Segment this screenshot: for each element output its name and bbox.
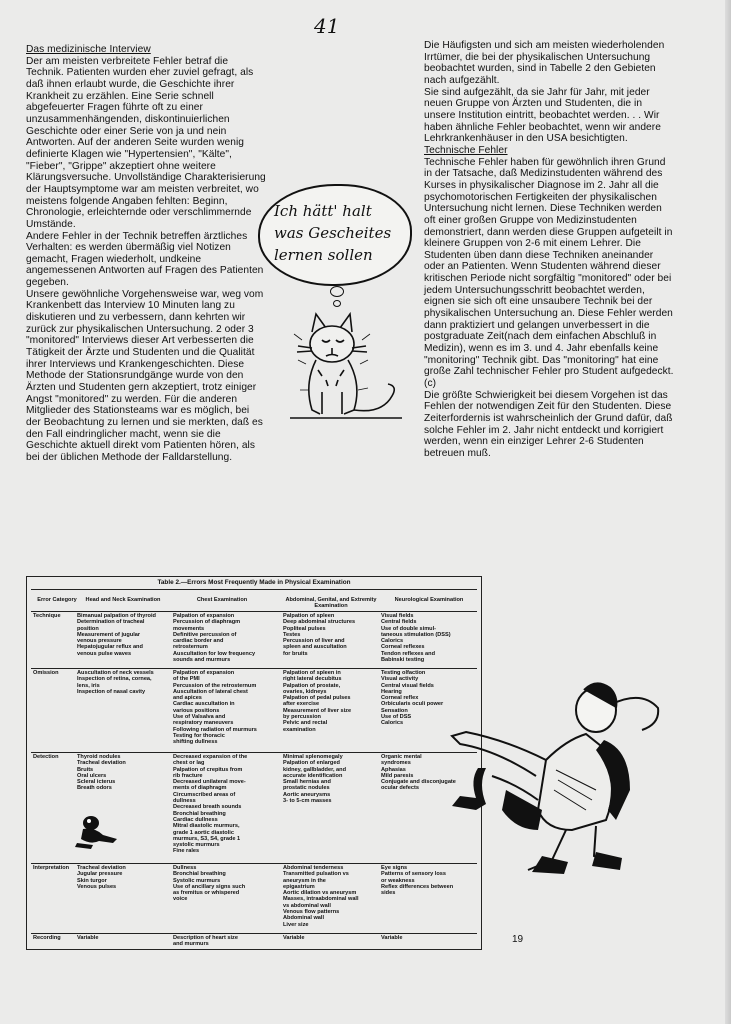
table-header: Chest Examination [196, 597, 248, 603]
left-text-column [26, 44, 266, 464]
small-figure-illustration [73, 809, 125, 851]
bubble-line: lernen sollen [274, 246, 373, 264]
table-header: Head and Neck Examination [85, 597, 161, 603]
paragraph: Sie sind aufgezählt, da sie Jahr für Jahr, mit jeder neuen Gruppe von Ärzten und Studenten, die in unsere Institution eintritt, beobachtet werden. . . Wir haben ähnliche Fehler beobachtet, wenn wir andere Lehrkrankenhäuser in den USA besichtigten. [424, 86, 661, 145]
handwritten-page-number: 41 [314, 14, 340, 38]
errors-table [26, 576, 482, 950]
table-row-category: Omission [33, 670, 59, 676]
table-row-category: Detection [33, 754, 59, 760]
table-cell: Dullness Bronchial breathing Systolic murmurs Use of ancillary signs such as fremitus or whispered voice [173, 865, 246, 903]
table-cell: Description of heart size and murmurs [173, 935, 238, 948]
paragraph: Der am meisten verbreitete Fehler betraf die Technik. Patienten wurden eher zuviel gefragt, als daß ihnen erlaubt wurde, die Geschichte ihrer Krankheit zu erzählen. Eine Serie schnell abgefeuerter Fragen führte oft zu einer unzusammenhängenden, diskontinuierlichen Geschichte oder einer Serie von ja und nein Antworten. Auf der anderen Seite wurden wenig definierte Klagen wie "Hypertensien", "Kälte", "Fieber", "Grippe" akzeptiert ohne weitere Klärungsversuche. Unvollständige Charakterisierung der Hauptsymptome war am meisten verbreitet, wo meistens folgende Angaben fehlten: Beginn, Chronologie, erleichternde oder verschlimmernde Umstände. [26, 55, 266, 230]
table-cell: Testing olfaction Visual activity Central visual fields Hearing Corneal reflex Orbicularis oculi power Sensation Use of DSS Calorics [381, 670, 444, 727]
bubble-line: was Gescheites [274, 224, 392, 242]
table-cell: Minimal splenomegaly Palpation of enlarged kidney, gallbladder, and accurate identification Small hernias and prostatic nodules Aortic aneurysms 3- to 5-cm masses [283, 754, 346, 805]
table-rule [31, 933, 477, 934]
bubble-line: Ich hätt' halt [274, 202, 372, 220]
paragraph: Die größte Schwierigkeit bei diesem Vorgehen ist das Fehlen der notwendigen Zeit für den Studenten. Diese Zeiterfordernis ist wahrscheinlich der Grund dafür, daß solche Fehler im 2. Jahr nicht entdeckt und korrigiert werden, wenn ein einziger Lehrer 2-6 Studenten betreuen muß. [424, 389, 673, 459]
table-rule [31, 863, 477, 864]
table-row-category: Technique [33, 613, 61, 619]
page-edge-shadow [725, 0, 731, 1024]
thought-dot [333, 300, 341, 307]
table-rule [31, 668, 477, 669]
table-cell: Eye signs Patterns of sensory loss or weakness Reflex differences between sides [381, 865, 454, 897]
table-rule [31, 752, 477, 753]
printed-page-number: 19 [512, 934, 524, 945]
table-cell: Visual fields Central fields Use of double simul- taneous stimulation (DSS) Calorics Corneal reflexes Tendon reflexes and Babinski testing [381, 613, 451, 664]
right-text-column [424, 40, 674, 460]
table-cell: Auscultation of neck vessels Inspection of retina, cornea, lens, iris Inspection of nasal cavity [77, 670, 154, 695]
table-cell: Palpation of expansion Percussion of diaphragm movements Definitive percussion of cardiac border and retrosternum Auscultation for low frequency sounds and murmurs [173, 613, 256, 664]
table-cell: Palpation of expansion of the PMI Percussion of the retrosternum Auscultation of lateral chest and apices Cardiac auscultation in various positions Use of Valsalva and respiratory maneuvers Following radiation of murmurs Testing for thoracic shifting dullness [173, 670, 257, 746]
section-heading-interview: Das medizinische Interview [26, 44, 151, 55]
table-cell: Palpation of spleen Deep abdominal structures Popliteal pulses Testes Percussion of liver and spleen and auscultation for bruits [283, 613, 356, 657]
table-row-category: Interpretation [33, 865, 70, 871]
table-cell: Thyroid nodules Tracheal deviation Bruits Oral ulcers Scleral icterus Breath odors [77, 754, 126, 792]
table-header: Neurological Examination [394, 597, 464, 603]
table-cell: Abdominal tenderness Transmitted pulsation vs aneurysm in the epigastrium Aortic dilation vs aneurysm Masses, intraabdominal wall vs abdominal wall Venous flow patterns Abdominal wall Liver size [283, 865, 359, 928]
table-rule [31, 589, 477, 590]
table-cell: Variable [381, 935, 403, 941]
table-rule [31, 611, 477, 612]
table-header: Abdominal, Genital, and Extremity Examination [285, 597, 377, 610]
thought-bubble-text [274, 200, 404, 266]
reclining-man-illustration [446, 680, 668, 880]
sad-cat-illustration [282, 310, 406, 426]
table-cell: Variable [283, 935, 305, 941]
table-cell: Organic mental syndromes Aphasias Mild paresis Conjugate and disconjugate ocular defects [381, 754, 456, 792]
paragraph: Unsere gewöhnliche Vorgehensweise war, weg vom Krankenbett das Interview 10 Minuten lang zu diskutieren und zu verbessern, dann kehrten wir zurück zur physikalischen Untersuchung. 2 oder 3 "monitored" Interviews dieser Art verbesserten die Tätigkeit der Ärzte und Studenten und die Qualität ihrer Interviews und Krankengeschichten. Diese Methode der Stationsrundgänge wurde von den Ärzten und Studenten gern akzeptiert, trotz einiger Angst "monitored" zu werden. Für die anderen Mitglieder des Stationsteams war es möglich, bei der Beobachtung zu lernen und sie merkten, daß es den Fall eindringlicher macht, wenn sie die Geschichte aktuell direkt vom Patienten hören, als bei der üblichen Methode der Falldarstellung. [26, 288, 264, 463]
table-cell: Tracheal deviation Jugular pressure Skin turgor Venous pulses [77, 865, 126, 890]
paragraph: Andere Fehler in der Technik betreffen ärztliches Verhalten: es werden übermäßig viel Notizen gemacht, Fragen wiederholt, undkeine angemessenen Antworten auf Fragen des Patienten gegeben. [26, 230, 264, 289]
table-row-category: Recording [33, 935, 61, 941]
table-cell: Decreased expansion of the chest or lag Palpation of crepitus from rib fracture Decreased unilateral move- ments of diaphragm Circumscribed areas of dullness Decreased breath sounds Bronchial breathing Cardiac dullness Mitral diastolic murmurs, grade 1 aortic diastolic murmurs, S3, S4, grade 1 systolic murmurs Fine rales [173, 754, 248, 855]
table-header: Error Category [37, 597, 77, 603]
table-cell: Bimanual palpation of thyroid Determination of tracheal position Measurement of jugular venous pressure Hepatojugular reflux and venous pulse waves [77, 613, 156, 657]
table-title: Table 2.—Errors Most Frequently Made in Physical Examination [157, 579, 351, 586]
paragraph: Die Häufigsten und sich am meisten wiederholenden Irrtümer, die bei der physikalischen Untersuchung beobachtet wurden, sind in Tabelle 2 den Gebieten nach aufgezählt. [424, 40, 665, 86]
table-cell: Palpation of spleen in right lateral decubitus Palpation of prostate, ovaries, kidneys Palpation of pedal pulses after exercise Measurement of liver size by percussion Pelvic and rectal examination [283, 670, 352, 733]
paragraph: Technische Fehler haben für gewöhnlich ihren Grund in der Tatsache, daß Medizinstudenten während des Kurses in physikalischer Diagnose im 2. Jahr all die psychomotorischen Fertigkeiten der physikalischen Untersuchung nicht lernen. Diese Techniken werden oft einer großen Gruppe von Medizinstudenten demonstriert, dann werden diese Gruppen aufgeteilt in kleinere Gruppen von 2-6 mit einem Lehrer. Die Studenten üben dann diese Techniken aneinander oder an Patienten. Wenn Studenten während dieser kritischen Periode nicht sorgfältig "monitored" oder bei jedem Untersuchungsschritt beobachtet werden, eignen sie sich oft eine unsaubere Technik bei der physikalischen Untersuchung an. Diese Fehler werden dann praktiziert und gelangen unverbessert in die postgraduate Zeit(nach dem einfachen Abschluß in Medizin), wenn es im 3. und 4. Jahr ebenfalls keine "monitoring" Technik gibt. Das "monitoring" hat eine große Zahl technischer Fehler pro Student aufgedeckt. (c) [424, 156, 674, 390]
section-heading-technical-errors: Technische Fehler [424, 144, 508, 156]
table-cell: Variable [77, 935, 99, 941]
thought-dot [330, 286, 344, 297]
